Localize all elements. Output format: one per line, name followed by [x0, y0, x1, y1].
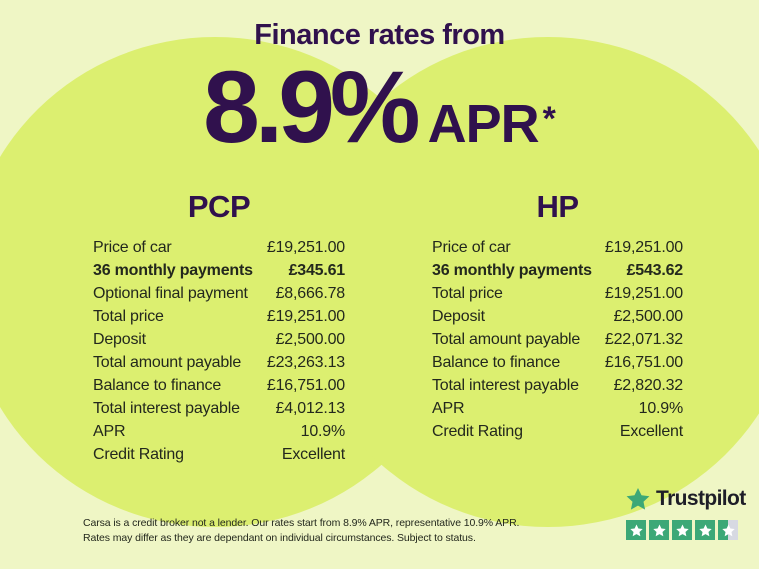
- finance-row: [432, 236, 683, 259]
- rate-asterisk: *: [542, 100, 556, 138]
- finance-row: [432, 351, 683, 374]
- finance-row-label: Deposit: [93, 330, 146, 348]
- finance-row: [93, 420, 345, 443]
- finance-row-label: Balance to finance: [432, 353, 561, 371]
- hp-column-title: HP: [536, 189, 579, 224]
- hp-column: [432, 190, 683, 443]
- rating-star-box: [672, 520, 692, 540]
- finance-row: [93, 282, 345, 305]
- rating-star-box: [718, 520, 738, 540]
- finance-row-label: Total price: [93, 307, 164, 325]
- finance-row: [93, 374, 345, 397]
- headline-rate: [0, 50, 759, 164]
- disclaimer-line-1: Carsa is a credit broker not a lender. Our rates start from 8.9% APR, representative 10.9% APR.: [83, 517, 520, 529]
- finance-row-label: Credit Rating: [93, 445, 184, 463]
- finance-row: [93, 328, 345, 351]
- finance-row: [93, 351, 345, 374]
- finance-row-label: 36 monthly payments: [432, 261, 592, 279]
- finance-row-label: APR: [93, 422, 126, 440]
- finance-row: [93, 259, 345, 282]
- finance-row-value: Excellent: [619, 422, 683, 440]
- finance-row-value: £2,500.00: [613, 307, 683, 325]
- finance-row: [432, 259, 683, 282]
- trustpilot-widget: [626, 487, 746, 540]
- star-icon: [630, 524, 643, 537]
- star-icon: [699, 524, 712, 537]
- finance-row: [93, 236, 345, 259]
- rating-star-box: [695, 520, 715, 540]
- pcp-table: [93, 236, 345, 466]
- finance-row-value: £345.61: [288, 261, 345, 279]
- finance-row-label: Price of car: [432, 238, 511, 256]
- finance-row-value: £19,251.00: [604, 238, 683, 256]
- rate-unit: APR: [427, 94, 539, 154]
- finance-row: [432, 282, 683, 305]
- finance-row-value: £19,251.00: [266, 307, 345, 325]
- finance-row-label: Price of car: [93, 238, 172, 256]
- finance-row-value: £22,071.32: [604, 330, 683, 348]
- finance-row-value: 10.9%: [300, 422, 345, 440]
- finance-row-value: £2,500.00: [275, 330, 345, 348]
- finance-row: [93, 397, 345, 420]
- trustpilot-rating-stars: [626, 520, 746, 540]
- finance-row: [432, 420, 683, 443]
- trustpilot-logo: [626, 487, 746, 511]
- star-icon: [676, 524, 689, 537]
- rate-value: 8.9%: [203, 50, 416, 164]
- hp-table: [432, 236, 683, 443]
- pcp-column-title: PCP: [187, 189, 251, 224]
- pcp-column: [93, 190, 345, 466]
- finance-row-label: Total amount payable: [93, 353, 242, 371]
- finance-row-label: Optional final payment: [93, 284, 248, 302]
- finance-row-label: APR: [432, 399, 465, 417]
- finance-row: [432, 397, 683, 420]
- finance-row-label: 36 monthly payments: [93, 261, 253, 279]
- finance-row: [432, 374, 683, 397]
- finance-row-label: Total amount payable: [432, 330, 581, 348]
- finance-row-label: Total interest payable: [432, 376, 579, 394]
- finance-row-value: £19,251.00: [604, 284, 683, 302]
- finance-row-label: Deposit: [432, 307, 485, 325]
- finance-row-value: £16,751.00: [266, 376, 345, 394]
- finance-row-value: Excellent: [281, 445, 345, 463]
- finance-row-value: 10.9%: [638, 399, 683, 417]
- star-icon: [653, 524, 666, 537]
- finance-row-value: £2,820.32: [613, 376, 683, 394]
- legal-disclaimer: [83, 516, 563, 546]
- disclaimer-line-2: Rates may differ as they are dependant on individual circumstances. Subject to status.: [83, 532, 476, 544]
- finance-row-value: £16,751.00: [604, 353, 683, 371]
- finance-row-label: Total price: [432, 284, 503, 302]
- finance-row-label: Credit Rating: [432, 422, 523, 440]
- finance-row: [93, 305, 345, 328]
- finance-row-value: £23,263.13: [266, 353, 345, 371]
- banner-title: Finance rates from: [254, 19, 505, 51]
- finance-row-value: £19,251.00: [266, 238, 345, 256]
- finance-row-label: Balance to finance: [93, 376, 222, 394]
- rating-star-box: [649, 520, 669, 540]
- finance-row: [93, 443, 345, 466]
- finance-row: [432, 305, 683, 328]
- finance-row-value: £543.62: [626, 261, 683, 279]
- finance-row: [432, 328, 683, 351]
- trustpilot-star-icon: [626, 487, 650, 511]
- finance-row-value: £8,666.78: [275, 284, 345, 302]
- trustpilot-brand-text: Trustpilot: [656, 487, 746, 510]
- rating-star-box: [626, 520, 646, 540]
- finance-row-label: Total interest payable: [93, 399, 240, 417]
- finance-row-value: £4,012.13: [275, 399, 345, 417]
- star-icon: [722, 524, 735, 537]
